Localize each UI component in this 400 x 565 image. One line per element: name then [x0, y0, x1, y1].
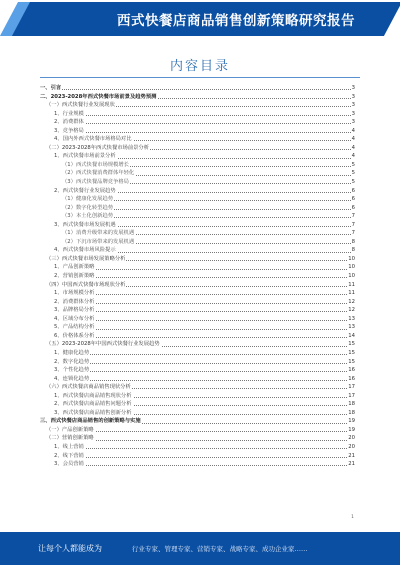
- toc-entry[interactable]: [40, 452, 355, 461]
- toc-entry[interactable]: [40, 246, 355, 255]
- toc-entry[interactable]: [40, 221, 355, 230]
- toc-entry[interactable]: [40, 340, 355, 349]
- toc-entry-page: 12: [348, 307, 355, 314]
- toc-entry[interactable]: [40, 212, 355, 221]
- toc-entry[interactable]: [40, 375, 355, 384]
- toc-entry-page: 16: [348, 367, 355, 374]
- toc-entry-page: 20: [348, 443, 355, 450]
- toc-entry[interactable]: [40, 315, 355, 324]
- toc-entry[interactable]: [40, 144, 355, 153]
- toc-leader-dots: [62, 303, 351, 304]
- toc-entry[interactable]: [40, 272, 355, 281]
- toc-leader-dots: [62, 457, 351, 458]
- toc-entry-label: 2、西式快餐店商品销售问题分析: [54, 401, 132, 408]
- toc-entry-label: （五）2023-2028年中国西式快餐行业发展趋势: [46, 341, 160, 348]
- toc-entry-label: 2、西式快餐行业发展趋势: [54, 187, 116, 194]
- toc-entry-page: 19: [348, 426, 355, 433]
- toc-entry[interactable]: [40, 332, 355, 341]
- toc-entry-page: 18: [348, 409, 355, 416]
- toc-entry-page: 15: [348, 341, 355, 348]
- toc-leader-dots: [62, 320, 351, 321]
- toc-entry-page: 21: [348, 452, 355, 459]
- toc-entry-page: 4: [351, 127, 355, 134]
- toc-entry[interactable]: [40, 135, 355, 144]
- toc-entry-page: 10: [348, 273, 355, 280]
- toc-entry-label: （四）中国西式快餐市场现状分析: [46, 281, 126, 288]
- toc-entry-label: 三、西式快餐店商品销售的创新策略与实施: [40, 418, 141, 425]
- toc-entry-label: 4、区域分布分析: [54, 315, 95, 322]
- toc-entry-page: 11: [348, 281, 355, 288]
- toc-entry[interactable]: [40, 178, 355, 187]
- toc-entry[interactable]: [40, 409, 355, 418]
- toc-entry-page: 4: [351, 153, 355, 160]
- toc-entry[interactable]: [40, 152, 355, 161]
- toc-entry-page: 6: [351, 187, 355, 194]
- toc-entry-label: 6、价格体系分析: [54, 332, 95, 339]
- report-header: [0, 0, 400, 40]
- toc-entry-page: 8: [351, 238, 355, 245]
- toc-entry[interactable]: [40, 434, 355, 443]
- toc-entry-page: 12: [348, 298, 355, 305]
- toc-divider: [40, 77, 360, 78]
- toc-entry-page: 15: [348, 349, 355, 356]
- toc-entry-page: 4: [351, 136, 355, 143]
- toc-entry[interactable]: [40, 460, 355, 469]
- toc-entry-label: （3）本土化创新趋势: [62, 213, 114, 220]
- toc-entry[interactable]: [40, 187, 355, 196]
- toc-entry-label: 4、西式快餐市场风险提示: [54, 247, 116, 254]
- toc-leader-dots: [54, 440, 351, 441]
- toc-entry[interactable]: [40, 417, 355, 426]
- toc-entry-label: 2、消费群体: [54, 119, 84, 126]
- toc-entry-label: 3、会员营销: [54, 461, 84, 468]
- table-of-contents: [40, 84, 355, 469]
- toc-entry-page: 5: [351, 170, 355, 177]
- toc-entry[interactable]: [40, 298, 355, 307]
- toc-entry-label: 4、连锁化趋势: [54, 375, 90, 382]
- toc-entry[interactable]: [40, 127, 355, 136]
- toc-entry-label: 1、西式快餐市场前景分析: [54, 153, 116, 160]
- toc-entry-page: 5: [351, 179, 355, 186]
- toc-entry[interactable]: [40, 349, 355, 358]
- toc-entry-page: 7: [351, 221, 355, 228]
- toc-entry-label: 3、个性化趋势: [54, 367, 90, 374]
- toc-entry[interactable]: [40, 84, 355, 93]
- toc-leader-dots: [62, 132, 351, 133]
- toc-entry-page: 10: [348, 255, 355, 262]
- toc-entry[interactable]: [40, 255, 355, 264]
- toc-entry[interactable]: [40, 306, 355, 315]
- toc-entry-label: 5、产品结构分析: [54, 324, 95, 331]
- toc-entry-label: 2、消费群体分析: [54, 298, 95, 305]
- toc-entry-label: （一）西式快餐行业发展现状: [46, 102, 115, 109]
- toc-entry-page: 8: [351, 247, 355, 254]
- toc-entry-label: 2、营销创新策略: [54, 273, 95, 280]
- report-title: 西式快餐店商品销售创新策略研究报告: [117, 13, 355, 29]
- toc-entry[interactable]: [40, 229, 355, 238]
- toc-entry-label: 1、市场规模分析: [54, 290, 95, 297]
- toc-entry-page: 11: [348, 290, 355, 297]
- footer-slogan: 让每个人都能成为: [38, 544, 102, 553]
- toc-entry-label: （2）数字化转型趋势: [62, 204, 114, 211]
- toc-entry-label: （3）西式快餐品牌竞争格局: [62, 179, 129, 186]
- toc-entry[interactable]: [40, 426, 355, 435]
- toc-entry[interactable]: [40, 358, 355, 367]
- toc-entry[interactable]: [40, 169, 355, 178]
- toc-entry-page: 7: [351, 230, 355, 237]
- toc-entry-page: 4: [351, 144, 355, 151]
- toc-leader-dots: [62, 277, 351, 278]
- toc-leader-dots: [62, 269, 351, 270]
- toc-entry-label: （一）产品创新策略: [46, 426, 94, 433]
- toc-entry-label: 1、线上营销: [54, 443, 84, 450]
- toc-entry-page: 13: [348, 324, 355, 331]
- toc-entry[interactable]: [40, 400, 355, 409]
- toc-entry-page: 7: [351, 213, 355, 220]
- toc-entry[interactable]: [40, 101, 355, 110]
- toc-leader-dots: [62, 465, 351, 466]
- toc-entry-page: 5: [351, 161, 355, 168]
- toc-entry-label: 3、品牌格局分析: [54, 307, 95, 314]
- toc-entry-page: 15: [348, 358, 355, 365]
- toc-entry-label: （1）消费升级带来的发展机遇: [62, 230, 135, 237]
- toc-entry-label: 一、引言: [40, 85, 62, 91]
- toc-entry-label: 2、数字化趋势: [54, 358, 90, 365]
- toc-entry[interactable]: [40, 195, 355, 204]
- toc-entry-page: 17: [348, 384, 355, 391]
- toc-leader-dots: [54, 431, 351, 432]
- toc-heading: 内容目录: [169, 59, 230, 74]
- toc-entry-label: 2、线下营销: [54, 452, 84, 459]
- toc-entry-label: （1）健康化发展趋势: [62, 196, 114, 203]
- toc-entry-page: 19: [348, 418, 355, 425]
- toc-entry-page: 14: [348, 332, 355, 339]
- toc-entry-page: 3: [351, 93, 355, 100]
- toc-leader-dots: [62, 380, 351, 381]
- toc-entry-page: 18: [348, 401, 355, 408]
- toc-leader-dots: [62, 311, 351, 312]
- toc-entry-label: （六）西式快餐店商品销售现状分析: [46, 384, 131, 391]
- toc-entry-page: 20: [348, 435, 355, 442]
- toc-leader-dots: [48, 89, 351, 90]
- toc-entry-page: 3: [351, 119, 355, 126]
- toc-leader-dots: [62, 363, 351, 364]
- page-number: 1: [351, 515, 354, 520]
- toc-entry-label: （2）西式快餐消费群体年轻化: [62, 170, 135, 177]
- toc-leader-dots: [62, 329, 351, 330]
- toc-entry-page: 6: [351, 196, 355, 203]
- toc-entry-page: 16: [348, 375, 355, 382]
- footer-band: [0, 532, 400, 565]
- toc-entry-label: （1）西式快餐市场规模增长: [62, 161, 129, 168]
- toc-entry-label: 3、西式快餐店商品销售创新分析: [54, 409, 132, 416]
- toc-entry-page: 10: [348, 264, 355, 271]
- toc-leader-dots: [62, 294, 351, 295]
- toc-entry[interactable]: [40, 383, 355, 392]
- toc-entry[interactable]: [40, 238, 355, 247]
- toc-entry-label: 3、西式快餐市场发展机遇: [54, 221, 116, 228]
- toc-entry[interactable]: [40, 204, 355, 213]
- toc-entry-page: 6: [351, 204, 355, 211]
- toc-entry[interactable]: [40, 263, 355, 272]
- toc-entry[interactable]: [40, 289, 355, 298]
- toc-entry[interactable]: [40, 443, 355, 452]
- toc-entry-page: 13: [348, 315, 355, 322]
- footer-tags: 行业专家、管理专家、营销专家、战略专家、成功企业家……: [132, 545, 308, 553]
- toc-entry-page: 17: [348, 392, 355, 399]
- toc-entry-page: 3: [351, 102, 355, 109]
- toc-entry[interactable]: [40, 323, 355, 332]
- toc-leader-dots: [62, 123, 351, 124]
- toc-entry-label: 1、西式快餐店商品销售现状分析: [54, 392, 132, 399]
- toc-entry-label: （2）下沉市场带来的发展机遇: [62, 238, 135, 245]
- toc-entry-label: 1、产品创新策略: [54, 264, 95, 271]
- toc-entry[interactable]: [40, 392, 355, 401]
- toc-leader-dots: [62, 115, 351, 116]
- toc-entry[interactable]: [40, 161, 355, 170]
- toc-entry[interactable]: [40, 110, 355, 119]
- toc-entry[interactable]: [40, 366, 355, 375]
- toc-leader-dots: [62, 354, 351, 355]
- toc-entry-label: （三）西式快餐市场发展策略分析: [46, 255, 126, 262]
- toc-entry[interactable]: [40, 93, 355, 102]
- toc-entry[interactable]: [40, 118, 355, 127]
- toc-leader-dots: [62, 448, 351, 449]
- toc-entry-label: （二）营销创新策略: [46, 435, 94, 442]
- toc-entry-label: 1、健康化趋势: [54, 349, 90, 356]
- toc-entry-label: （二）2023-2028年西式快餐市场前景分析: [46, 144, 150, 151]
- toc-entry-label: 1、行业规模: [54, 110, 84, 117]
- toc-entry-page: 3: [351, 85, 355, 91]
- toc-entry-label: 3、竞争格局: [54, 127, 84, 134]
- toc-entry-label: 二、2023-2028年西式快餐市场前景及趋势预测: [40, 93, 157, 100]
- toc-entry-label: 4、国内外西式快餐市场格局对比: [54, 136, 132, 143]
- toc-entry-page: 21: [348, 461, 355, 468]
- toc-leader-dots: [62, 337, 351, 338]
- toc-entry[interactable]: [40, 281, 355, 290]
- toc-leader-dots: [62, 371, 351, 372]
- toc-entry-page: 3: [351, 110, 355, 117]
